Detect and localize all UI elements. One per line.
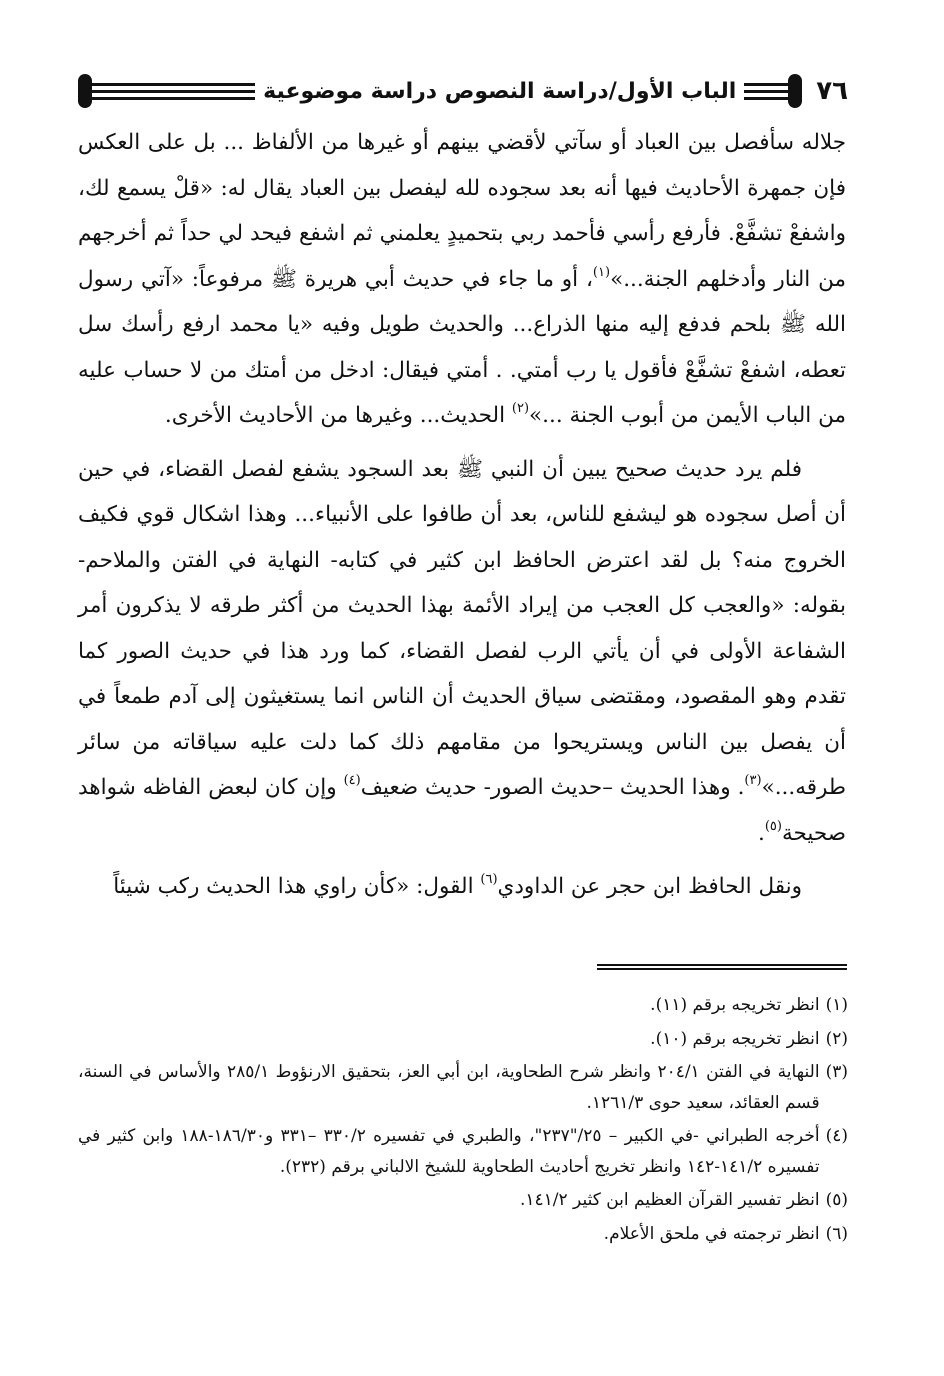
- header-ornament-left: [78, 74, 255, 108]
- running-header: [78, 66, 848, 116]
- footnote-text: انظر تخريجه برقم (١٠).: [650, 1028, 820, 1049]
- ornament-knob-icon: [78, 74, 92, 108]
- footnote-number: (٤): [825, 1126, 848, 1146]
- text-run: فلم يرد حديث صحيح يبين أن النبي ﷺ بعد السجود يشفع لفصل القضاء، في حين أن أصل سجوده هو ليشفع للناس، بعد أن طافوا على الأنبياء... وهذا اشكال قوي فكيف الخروج منه؟ بل لقد اعترض الحافظ ابن كثير في كتابه- النهاية في الفتن والملاحم- بقوله: «والعجب كل العجب من إيراد الأئمة بهذا الحديث من أكثر طرقه لا يذكرون أمر الشفاعة الأولى في أن يأتي الرب لفصل القضاء، كما ورد هذا في حديث الصور كما تقدم وهو المقصود، ومقتضى سياق الحديث أن الناس انما يستغيثون إلى آدم طمعاً في أن يفصل بين الناس ويستريحوا من مقامهم ذلك كما دلت عليه سياقاته من سائر طرقه...»: [78, 456, 846, 800]
- main-text: [78, 120, 846, 910]
- text-run: القول: «كأن راوي هذا الحديث ركب شيئاً: [113, 874, 481, 899]
- footnote-item: [78, 990, 848, 1021]
- footnote-ref[interactable]: (٤): [343, 773, 361, 788]
- footnote-number: (٦): [825, 1223, 848, 1244]
- text-run: .: [757, 820, 765, 846]
- footnote-ref[interactable]: (٢): [511, 401, 530, 416]
- footnote-ref[interactable]: (١): [592, 264, 611, 280]
- footnote-ref[interactable]: (٥): [764, 818, 782, 834]
- footnote-number: (١): [825, 995, 848, 1015]
- page-number: ٧٦: [816, 76, 848, 106]
- ornament-rules-icon: [92, 81, 255, 102]
- text-run: . وهذا الحديث –حديث الصور- حديث ضعيف: [360, 775, 745, 800]
- footnote-ref[interactable]: (٣): [744, 773, 762, 788]
- footnote-number: (٣): [825, 1062, 848, 1082]
- chapter-title: الباب الأول/دراسة النصوص دراسة موضوعية: [263, 78, 737, 104]
- text-run: وإن كان لبعض الفاظه شواهد صحيحة: [78, 775, 846, 846]
- footnote-separator: [597, 964, 847, 972]
- footnote-text: النهاية في الفتن ٢٠٤/١ وانظر شرح الطحاوية، ابن أبي العز، بتحقيق الارنؤوط ٢٨٥/١ والأساس في السنة، قسم العقائد، سعيد حوى ١٢٦١/٣.: [78, 1062, 820, 1113]
- footnote-item: [78, 1121, 848, 1182]
- ornament-rules-icon: [744, 81, 788, 102]
- text-run: ، أو ما جاء في حديث أبي هريرة ﷺ مرفوعاً: «آتي رسول الله ﷺ بلحم فدفع إليه منها الذراع... والحديث طويل وفيه «يا محمد ارفع رأسك سل تعطه، اشفعْ تشفَّعْ فأقول يا رب أمتي. . أمتي فيقال: ادخل من أمتك من لا حساب عليه من الباب الأيمن من أبوب الجنة ...»: [78, 266, 846, 428]
- text-run: جلاله سأفصل بين العباد أو سآتي لأقضي بينهم أو غيرها من الألفاظ ... بل على العكس فإن جمهرة الأحاديث فيها أنه بعد سجوده لله ليفصل بين العباد يقال له: «قلْ يسمع لك، واشفعْ تشفَّعْ. فأرفع رأسي فأحمد ربي بتحميدٍ يعلمني ثم اشفع فيحد لي حداً ثم أخرجهم من النار وأدخلهم الجنة...»: [78, 130, 846, 292]
- footnote-item: [78, 1024, 848, 1055]
- paragraph: [78, 864, 846, 910]
- footnote-text: انظر تخريجه برقم (١١).: [650, 995, 820, 1015]
- footnote-text: انظر تفسير القرآن العظيم ابن كثير ١٤١/٢.: [519, 1190, 820, 1210]
- footnote-item: [78, 1057, 848, 1118]
- text-run: ونقل الحافظ ابن حجر عن الداودي: [497, 874, 802, 899]
- footnotes: [78, 990, 848, 1252]
- footnote-number: (٢): [825, 1028, 848, 1049]
- paragraph: [78, 120, 846, 439]
- footnote-ref[interactable]: (٦): [480, 872, 498, 887]
- ornament-knob-icon: [788, 74, 802, 108]
- header-ornament-right: [744, 74, 802, 108]
- footnote-number: (٥): [825, 1190, 848, 1210]
- footnote-item: [78, 1219, 848, 1250]
- footnote-text: انظر ترجمته في ملحق الأعلام.: [603, 1223, 820, 1244]
- footnote-text: أخرجه الطبراني -في الكبير – ٢٥/"٢٣٧"، والطبري في تفسيره ٣٣٠/٢ –٣٣١ و١٨٦/٣٠-١٨٨ وابن كثير في تفسيره ١٤١/٢-١٤٢ وانظر تخريج أحاديث الطحاوية للشيخ الالباني برقم (٢٣٢).: [78, 1126, 820, 1177]
- paragraph: [78, 447, 846, 857]
- text-run: الحديث... وغيرها من الأحاديث الأخرى.: [164, 403, 512, 428]
- footnote-item: [78, 1185, 848, 1216]
